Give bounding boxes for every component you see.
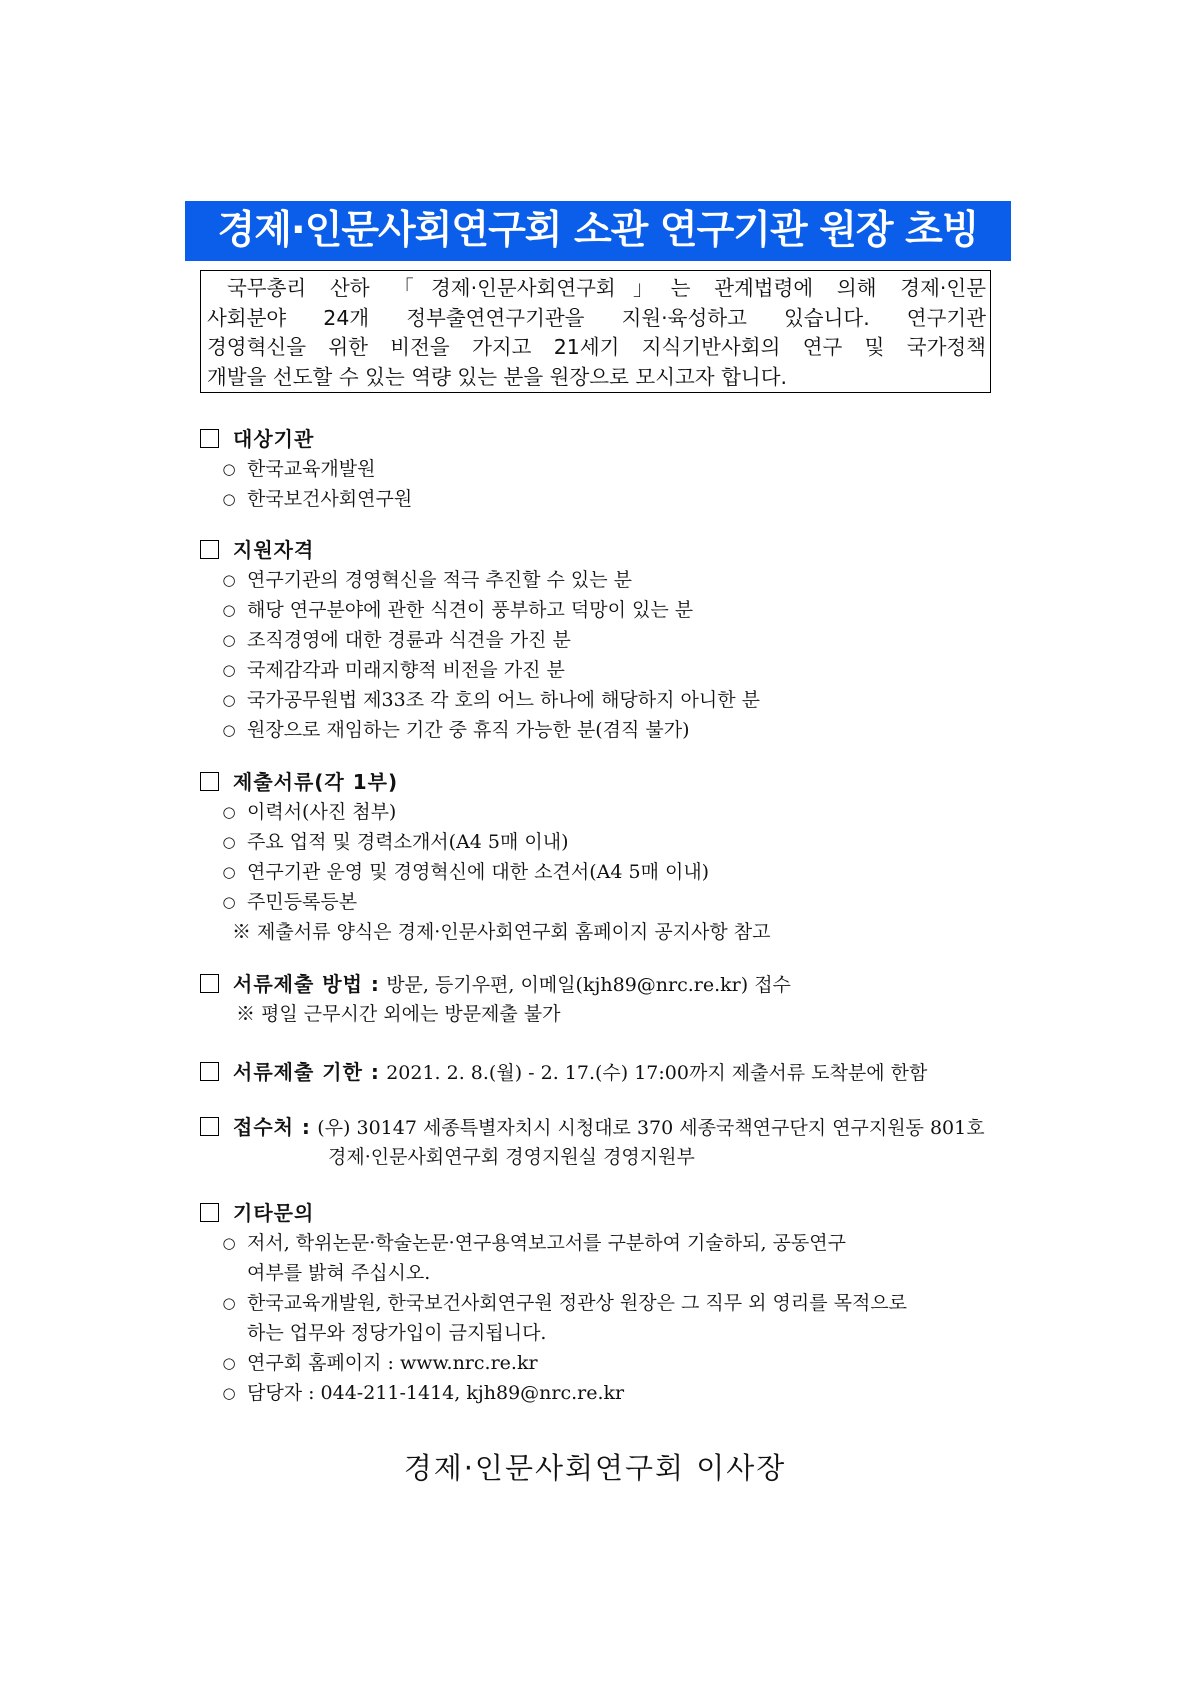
circle-bullet-icon: ○ — [222, 601, 236, 619]
circle-bullet-icon: ○ — [222, 833, 236, 851]
list-item: ○ 조직경영에 대한 경륜과 식견을 가진 분 — [200, 625, 760, 655]
intro-box — [200, 270, 991, 393]
section-heading: 대상기관 — [200, 424, 412, 454]
section-heading: 접수처 : (우) 30147 세종특별자치시 시청대로 370 세종국책연구단지 연구지원동 801호 — [200, 1112, 985, 1142]
intro-line: 사회분야 24개 정부출연연구기관을 지원·육성하고 있습니다. 연구기관 — [207, 305, 986, 330]
list-item: ○ 연구기관의 경영혁신을 적극 추진할 수 있는 분 — [200, 565, 760, 595]
signature: 경제·인문사회연구회 이사장 — [403, 1451, 787, 1485]
section-misc — [200, 1198, 907, 1408]
page-title: 경제·인문사회연구회 소관 연구기관 원장 초빙 — [185, 201, 1011, 261]
checkbox-square-icon — [200, 1203, 219, 1222]
circle-bullet-icon: ○ — [222, 460, 236, 478]
section-qualifications — [200, 535, 760, 745]
checkbox-square-icon — [200, 772, 219, 791]
address-line1: (우) 30147 세종특별자치시 시청대로 370 세종국책연구단지 연구지원동 801호 — [317, 1117, 985, 1139]
list-item: ○ 이력서(사진 첨부) — [200, 797, 770, 827]
list-item: ○ 해당 연구분야에 관한 식견이 풍부하고 덕망이 있는 분 — [200, 595, 760, 625]
list-item: ○ 한국교육개발원 — [200, 454, 412, 484]
circle-bullet-icon: ○ — [222, 1294, 236, 1312]
list-item: ○ 국가공무원법 제33조 각 호의 어느 하나에 해당하지 아니한 분 — [200, 685, 760, 715]
section-heading: 서류제출 방법 : 방문, 등기우편, 이메일(kjh89@nrc.re.kr) 접수 — [200, 969, 791, 999]
section-heading: 기타문의 — [200, 1198, 907, 1228]
intro-line: 개발을 선도할 수 있는 역량 있는 분을 원장으로 모시고자 합니다. — [207, 364, 788, 389]
section-heading: 지원자격 — [200, 535, 760, 565]
address-line2: 경제·인문사회연구회 경영지원실 경영지원부 — [328, 1146, 695, 1168]
circle-bullet-icon: ○ — [222, 1354, 236, 1372]
documents-note: ※ 제출서류 양식은 경제·인문사회연구회 홈페이지 공지사항 참고 — [232, 921, 771, 943]
checkbox-square-icon — [200, 1117, 219, 1136]
list-item: ○ 주요 업적 및 경력소개서(A4 5매 이내) — [200, 827, 770, 857]
checkbox-square-icon — [200, 974, 219, 993]
section-heading: 서류제출 기한 : 2021. 2. 8.(월) - 2. 17.(수) 17:00까지 제출서류 도착분에 한함 — [200, 1057, 927, 1087]
list-item: ○ 주민등록등본 — [200, 887, 770, 917]
checkbox-square-icon — [200, 540, 219, 559]
list-item: ○ 연구기관 운영 및 경영혁신에 대한 소견서(A4 5매 이내) — [200, 857, 770, 887]
list-item-continuation: 하는 업무와 정당가입이 금지됩니다. — [247, 1322, 547, 1344]
method-text: 방문, 등기우편, 이메일(kjh89@nrc.re.kr) 접수 — [386, 974, 791, 996]
section-method — [200, 969, 791, 1029]
list-item: ○ 연구회 홈페이지 : www.nrc.re.kr — [200, 1348, 907, 1378]
list-item: ○ 담당자 : 044-211-1414, kjh89@nrc.re.kr — [200, 1378, 907, 1408]
circle-bullet-icon: ○ — [222, 631, 236, 649]
list-item: ○ 저서, 학위논문·학술논문·연구용역보고서를 구분하여 기술하되, 공동연구 — [200, 1228, 907, 1258]
circle-bullet-icon: ○ — [222, 721, 236, 739]
circle-bullet-icon: ○ — [222, 1234, 236, 1252]
checkbox-square-icon — [200, 1062, 219, 1081]
intro-line: 국무총리 산하 「경제·인문사회연구회」는 관계법령에 의해 경제·인문 — [227, 276, 986, 300]
list-item: ○ 한국보건사회연구원 — [200, 484, 412, 514]
deadline-text: 2021. 2. 8.(월) - 2. 17.(수) 17:00까지 제출서류 도착분에 한함 — [386, 1062, 928, 1084]
list-item: ○ 한국교육개발원, 한국보건사회연구원 정관상 원장은 그 직무 외 영리를 목적으로 — [200, 1288, 907, 1318]
circle-bullet-icon: ○ — [222, 571, 236, 589]
circle-bullet-icon: ○ — [222, 863, 236, 881]
circle-bullet-icon: ○ — [222, 1384, 236, 1402]
circle-bullet-icon: ○ — [222, 661, 236, 679]
section-documents — [200, 767, 770, 947]
circle-bullet-icon: ○ — [222, 803, 236, 821]
section-deadline — [200, 1057, 927, 1087]
list-item: ○ 원장으로 재임하는 기간 중 휴직 가능한 분(겸직 불가) — [200, 715, 760, 745]
list-item-continuation: 여부를 밝혀 주십시오. — [247, 1262, 431, 1284]
intro-line: 경영혁신을 위한 비전을 가지고 21세기 지식기반사회의 연구 및 국가정책 — [207, 335, 986, 359]
circle-bullet-icon: ○ — [222, 490, 236, 508]
list-item: ○ 국제감각과 미래지향적 비전을 가진 분 — [200, 655, 760, 685]
circle-bullet-icon: ○ — [222, 691, 236, 709]
section-heading: 제출서류(각 1부) — [200, 767, 770, 797]
section-targets — [200, 424, 412, 514]
section-address — [200, 1112, 985, 1172]
circle-bullet-icon: ○ — [222, 893, 236, 911]
checkbox-square-icon — [200, 429, 219, 448]
method-note: ※ 평일 근무시간 외에는 방문제출 불가 — [236, 1003, 561, 1025]
